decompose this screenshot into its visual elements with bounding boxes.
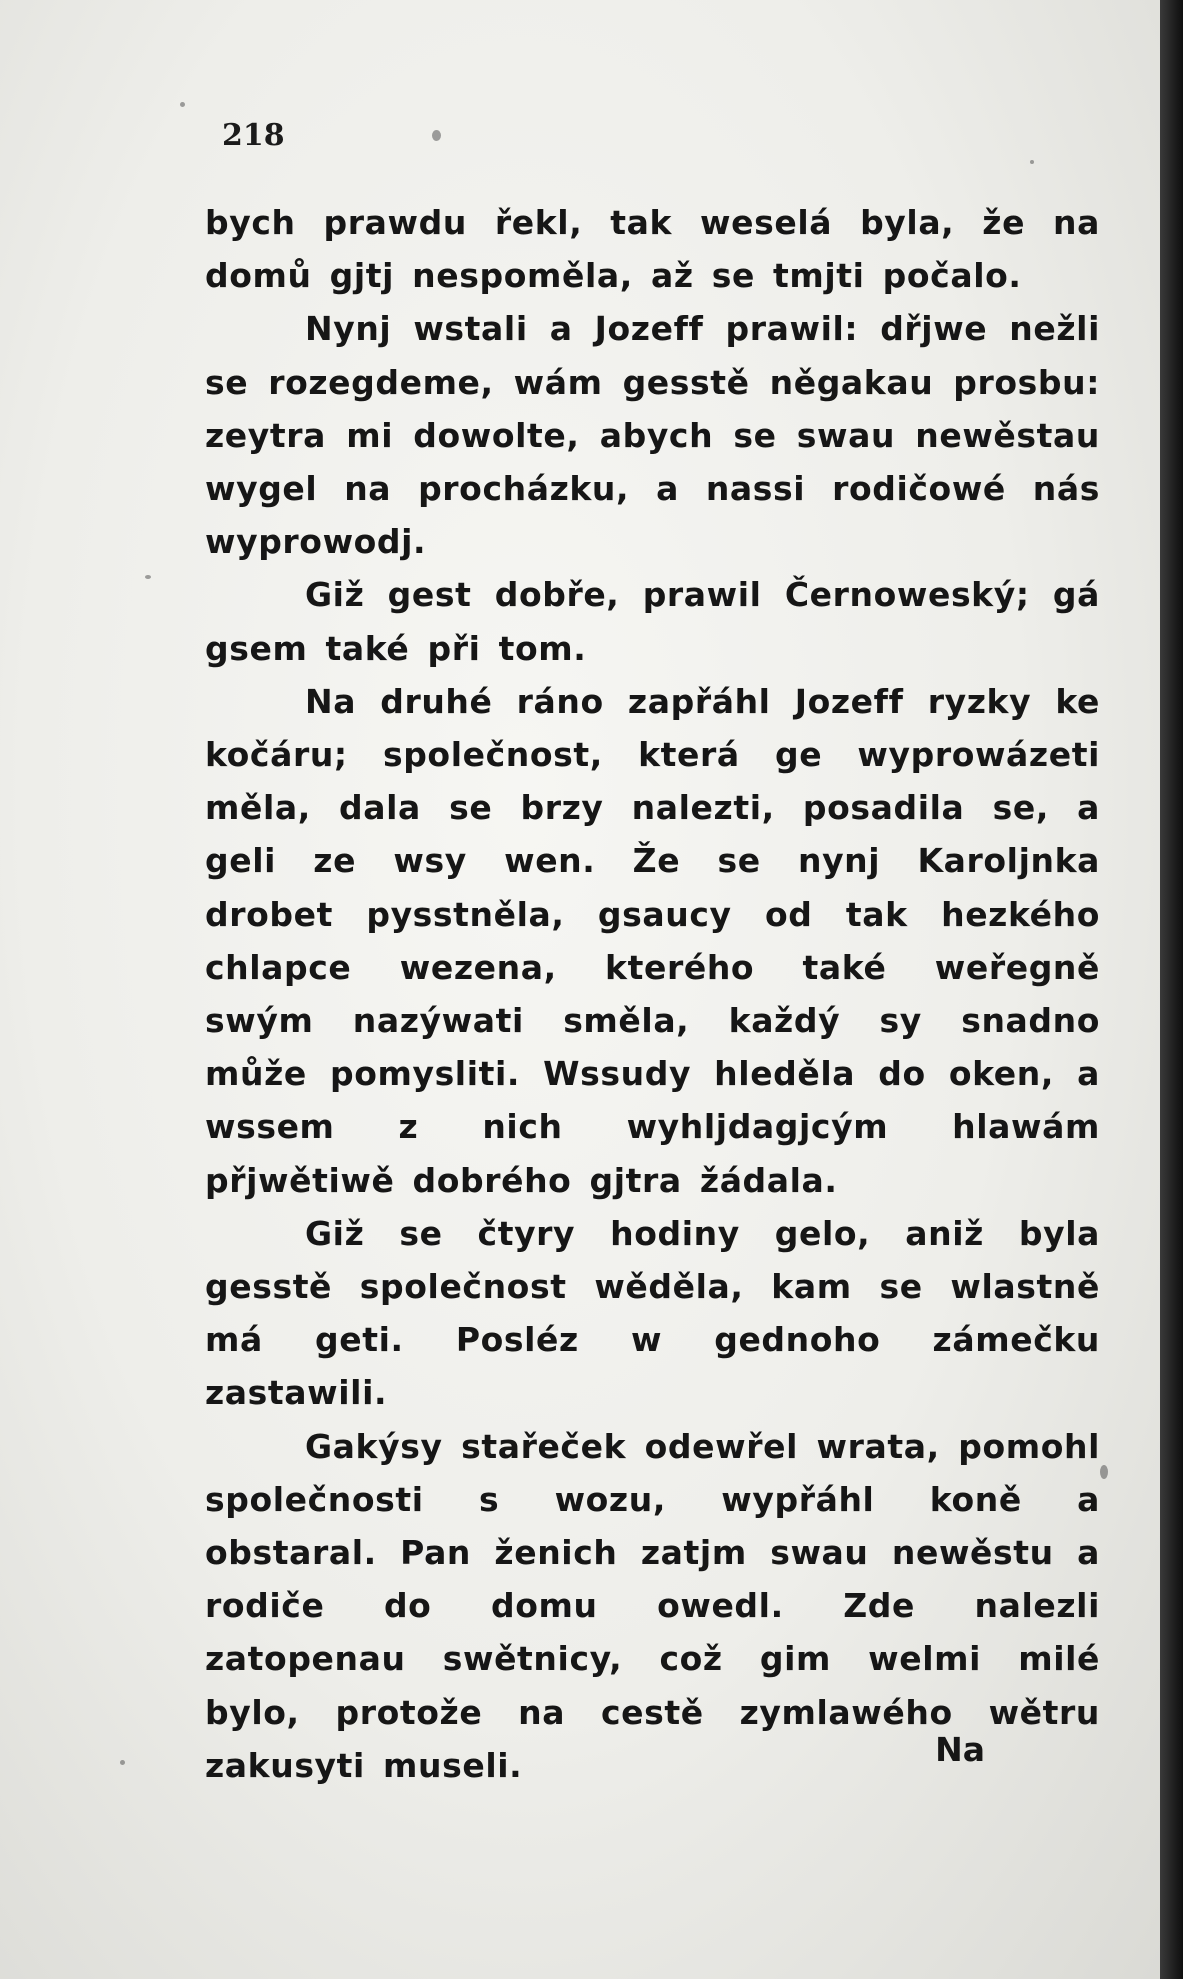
- book-spine-edge: [1160, 0, 1183, 1979]
- paragraph-3: Giž gest dobře, prawil Černoweský; gá gsem také při tom.: [205, 575, 1100, 668]
- paragraph-6: Gakýsy stařeček odewřel wrata, pomohl společnosti s wozu, wypřáhl koně a obstaral. Pan ženich zatjm swau newěstu a rodiče do domu owedl. Zde nalezli zatopenau swětnicy, což gim welmi milé bylo, protože na cestě zymlawého wětru zakusyti museli.: [205, 1426, 1100, 1785]
- page-number: 218: [222, 118, 285, 153]
- paragraph-5: Giž se čtyry hodiny gelo, aniž byla gesstě společnost wěděla, kam se wlastně má geti. Posléz w gednoho zámečku zastawili.: [205, 1213, 1100, 1413]
- paper-speck: [145, 575, 151, 579]
- paper-speck: [1030, 160, 1034, 164]
- paper-speck: [432, 130, 441, 141]
- paragraph-1: bych prawdu řekl, tak weselá byla, že na domů gjtj nespoměla, až se tmjti počalo.: [205, 203, 1100, 296]
- paragraph-2: Nynj wstali a Jozeff prawil: dřjwe nežli se rozegdeme, wám gesstě něgakau prosbu: zeytra mi dowolte, abych se swau newěstau wygel na procházku, a nassi rodičowé nás wyprowodj.: [205, 309, 1100, 562]
- paragraph-4: Na druhé ráno zapřáhl Jozeff ryzky ke kočáru; společnost, která ge wyprowázeti měla, dala se brzy nalezti, posadila se, a geli ze wsy wen. Že se nynj Karoljnka drobet pysstněla, gsaucy od tak hezkého chlapce wezena, kterého také weřegně swým nazýwati směla, každý sy snadno může pomysliti. Wssudy hleděla do oken, a wssem z nich wyhljdagjcým hlawám přjwětiwě dobrého gjtra žádala.: [205, 681, 1100, 1200]
- catchword: Na: [935, 1730, 985, 1769]
- paper-speck: [1100, 1465, 1108, 1479]
- paper-speck: [180, 102, 185, 107]
- paper-speck: [120, 1760, 125, 1765]
- body-text: [205, 196, 1100, 1792]
